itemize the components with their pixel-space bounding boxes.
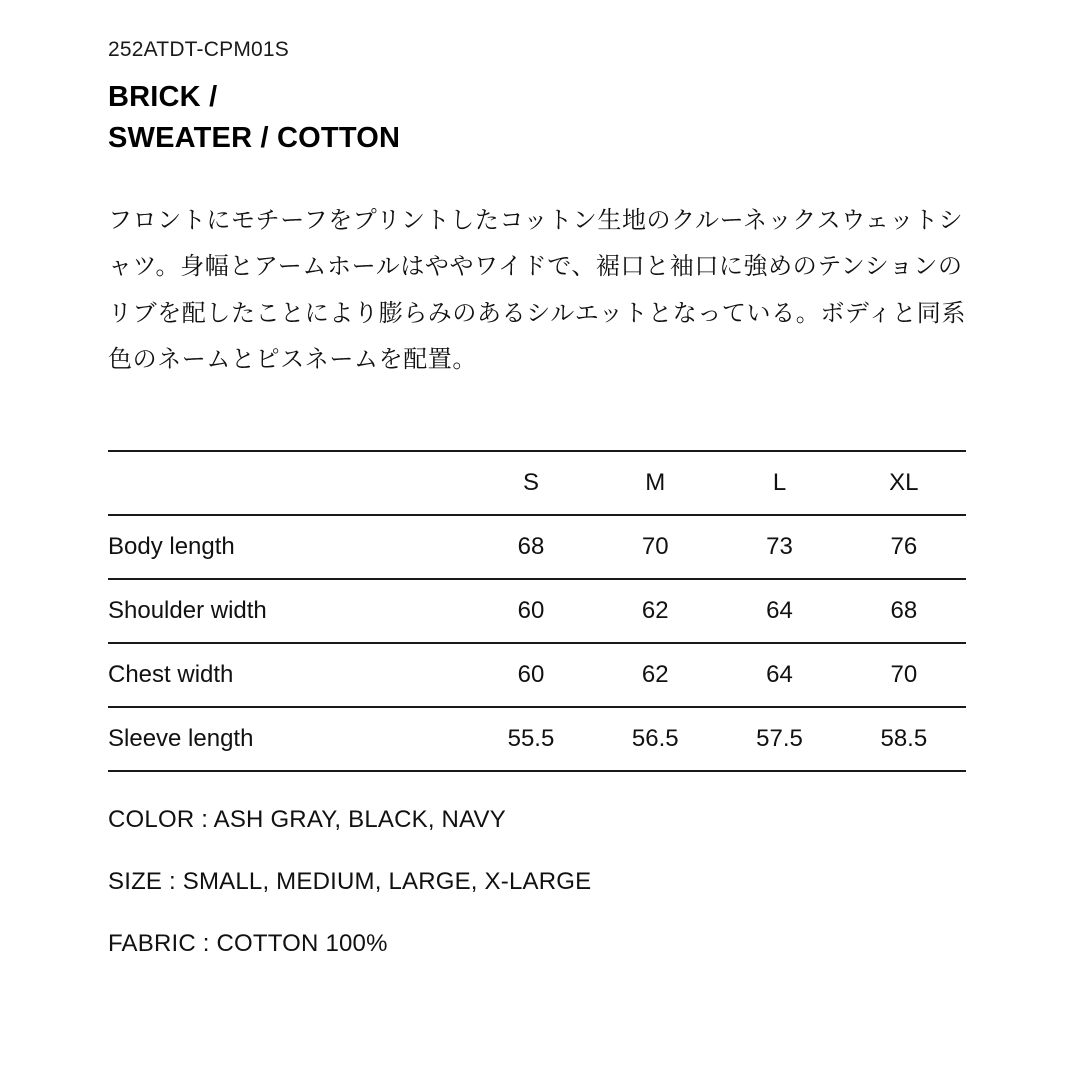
page-title [108, 77, 967, 159]
size-chart-header [108, 451, 966, 515]
measurement-label: Chest width [108, 643, 469, 707]
measurement-value: 73 [717, 515, 841, 579]
size-column-header-xl: XL [842, 451, 966, 515]
table-row [108, 707, 966, 771]
measurement-value: 62 [593, 643, 717, 707]
measurement-value: 64 [717, 579, 841, 643]
measurement-value: 68 [842, 579, 966, 643]
size-chart-table [108, 450, 966, 772]
size-column-header-m: M [593, 451, 717, 515]
measurement-value: 76 [842, 515, 966, 579]
product-code: 252ATDT-CPM01S [108, 38, 289, 61]
measurement-label: Sleeve length [108, 707, 469, 771]
size-chart-corner-label [108, 451, 469, 515]
product-specs [108, 805, 967, 957]
size-chart-body [108, 515, 966, 771]
measurement-value: 56.5 [593, 707, 717, 771]
measurement-value: 60 [469, 643, 593, 707]
table-row [108, 579, 966, 643]
size-column-header-l: L [717, 451, 841, 515]
table-row [108, 643, 966, 707]
spec-size: SIZE : SMALL, MEDIUM, LARGE, X-LARGE [108, 867, 592, 895]
spec-color: COLOR : ASH GRAY, BLACK, NAVY [108, 805, 506, 833]
measurement-label: Body length [108, 515, 469, 579]
measurement-value: 60 [469, 579, 593, 643]
measurement-value: 70 [593, 515, 717, 579]
measurement-value: 70 [842, 643, 966, 707]
measurement-value: 57.5 [717, 707, 841, 771]
product-title-line-1: BRICK / [108, 81, 218, 114]
measurement-value: 68 [469, 515, 593, 579]
table-header-row [108, 451, 966, 515]
measurement-value: 55.5 [469, 707, 593, 771]
measurement-value: 64 [717, 643, 841, 707]
table-row [108, 515, 966, 579]
spec-fabric: FABRIC : COTTON 100% [108, 929, 388, 957]
size-column-header-s: S [469, 451, 593, 515]
product-description: フロントにモチーフをプリントしたコットン生地のクルーネックスウェットシャツ。身幅とアームホールはややワイドで、裾口と袖口に強めのテンションのリブを配したことにより膨らみのあるシルエットとなっている。ボディと同系色のネームとピスネームを配置。 [108, 206, 966, 374]
measurement-value: 62 [593, 579, 717, 643]
measurement-value: 58.5 [842, 707, 966, 771]
product-title-line-2: SWEATER / COTTON [108, 122, 401, 155]
measurement-label: Shoulder width [108, 579, 469, 643]
